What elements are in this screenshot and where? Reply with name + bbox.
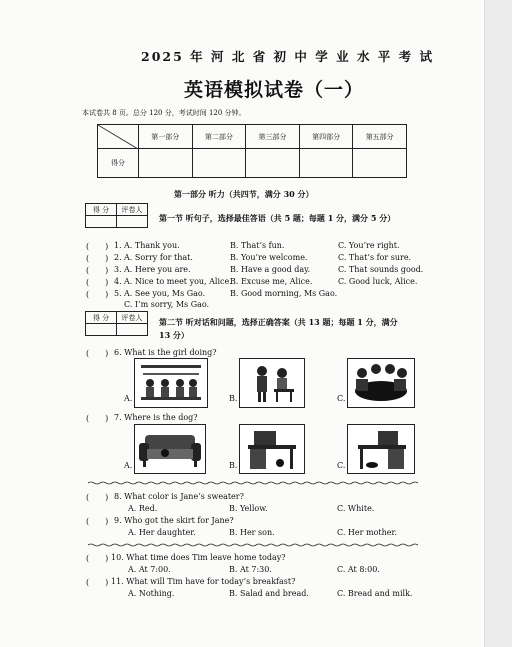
q11-option-c: C. Bread and milk. xyxy=(337,589,413,598)
q2-option-a: A. Sorry for that. xyxy=(124,253,193,262)
q6-paren[interactable]: ( ) xyxy=(86,349,109,358)
q1-number: 1. xyxy=(114,241,122,250)
q5-option-c: C. I’m sorry, Ms Gao. xyxy=(124,300,210,309)
q6-picture-b[interactable] xyxy=(239,358,305,408)
exam-note: 本试卷共 8 页。总分 120 分，考试时间 120 分钟。 xyxy=(82,109,246,117)
q5-option-a: A. See you, Ms Gao. xyxy=(124,289,206,298)
q10-option-c: C. At 8:00. xyxy=(337,565,380,574)
q3-option-c: C. That sounds good. xyxy=(338,265,424,274)
q6-picture-c[interactable] xyxy=(347,358,415,408)
section-divider xyxy=(88,481,418,485)
grader-box-grader-label: 评卷人 xyxy=(117,312,148,324)
q10-option-a: A. At 7:00. xyxy=(128,565,171,574)
q11-option-b: B. Salad and bread. xyxy=(229,589,309,598)
q2-paren[interactable]: ( ) xyxy=(86,254,109,263)
q8-question: 8. What color is Jane’s sweater? xyxy=(114,492,244,501)
q8-paren[interactable]: ( ) xyxy=(86,493,109,502)
q4-option-a: A. Nice to meet you, Alice. xyxy=(124,277,232,286)
q1-option-c: C. You’re right. xyxy=(338,241,400,250)
part1-title: 第一部分 听力（共四节，满分 30 分） xyxy=(174,189,314,199)
q4-option-c: C. Good luck, Alice. xyxy=(338,277,418,286)
classroom-picture xyxy=(135,359,207,407)
q9-paren[interactable]: ( ) xyxy=(86,517,109,526)
score-cell-part4[interactable] xyxy=(299,149,353,178)
q9-option-c: C. Her mother. xyxy=(337,528,397,537)
grader-box-score-label: 得 分 xyxy=(86,204,117,216)
q5-number: 5. xyxy=(114,289,122,298)
group-meal-picture xyxy=(348,359,414,407)
desk-picture xyxy=(240,425,304,473)
score-cell-part1[interactable] xyxy=(139,149,193,178)
grader-box-score-cell[interactable] xyxy=(86,216,117,228)
q7-paren[interactable]: ( ) xyxy=(86,414,109,423)
q8-option-a: A. Red. xyxy=(128,504,158,513)
section-divider xyxy=(88,543,418,547)
people-chatting-picture xyxy=(240,359,304,407)
q1-option-b: B. That’s fun. xyxy=(230,241,285,250)
score-header-part3: 第三部分 xyxy=(246,125,300,149)
q2-option-c: C. That’s for sure. xyxy=(338,253,412,262)
score-table-corner xyxy=(98,125,139,149)
q2-number: 2. xyxy=(114,253,122,262)
section2-title-line1: 第二节 听对话和问题，选择正确答案（共 13 题；每题 1 分，满分 xyxy=(159,317,398,327)
score-cell-part2[interactable] xyxy=(192,149,246,178)
q6-label-b: B. xyxy=(229,394,238,403)
q2-option-b: B. You’re welcome. xyxy=(230,253,308,262)
score-cell-part3[interactable] xyxy=(246,149,300,178)
q7-picture-c[interactable] xyxy=(347,424,415,474)
q6-label-c: C. xyxy=(337,394,346,403)
q11-question: 11. What will Tim have for today’s breakfast? xyxy=(111,577,296,586)
score-header-part5: 第五部分 xyxy=(353,125,407,149)
q5-paren[interactable]: ( ) xyxy=(86,290,109,299)
q1-paren[interactable]: ( ) xyxy=(86,242,109,251)
score-table xyxy=(97,124,407,178)
grader-box-2 xyxy=(85,311,148,336)
paper-title: 英语模拟试卷（一） xyxy=(184,79,365,101)
q1-option-a: A. Thank you. xyxy=(124,241,180,250)
q10-question: 10. What time does Tim leave home today? xyxy=(111,553,286,562)
q7-question: 7. Where is the dog? xyxy=(114,413,198,422)
grader-box-grader-label: 评卷人 xyxy=(117,204,148,216)
sofa-picture xyxy=(135,425,205,473)
desk-with-dog-picture xyxy=(348,425,414,473)
q7-picture-a[interactable] xyxy=(134,424,206,474)
q4-option-b: B. Excuse me, Alice. xyxy=(230,277,313,286)
q5-option-b: B. Good morning, Ms Gao. xyxy=(230,289,338,298)
section2-title-line2: 13 分） xyxy=(159,330,189,340)
exam-title: 2025 年 河 北 省 初 中 学 业 水 平 考 试 xyxy=(141,49,435,64)
q8-option-b: B. Yellow. xyxy=(229,504,268,513)
q10-option-b: B. At 7:30. xyxy=(229,565,272,574)
score-header-part4: 第四部分 xyxy=(299,125,353,149)
score-header-part1: 第一部分 xyxy=(139,125,193,149)
q7-label-b: B. xyxy=(229,461,238,470)
q11-option-a: A. Nothing. xyxy=(128,589,175,598)
q6-label-a: A. xyxy=(124,394,133,403)
q3-number: 3. xyxy=(114,265,122,274)
q3-option-b: B. Have a good day. xyxy=(230,265,311,274)
q9-question: 9. Who got the skirt for Jane? xyxy=(114,516,234,525)
q4-number: 4. xyxy=(114,277,122,286)
q7-picture-b[interactable] xyxy=(239,424,305,474)
score-cell-part5[interactable] xyxy=(353,149,407,178)
q4-paren[interactable]: ( ) xyxy=(86,278,109,287)
q8-option-c: C. White. xyxy=(337,504,375,513)
score-row-label: 得分 xyxy=(98,149,139,178)
grader-box-1 xyxy=(85,203,148,228)
q3-paren[interactable]: ( ) xyxy=(86,266,109,275)
diagonal-line xyxy=(98,125,138,149)
q7-label-a: A. xyxy=(124,461,133,470)
q3-option-a: A. Here you are. xyxy=(124,265,191,274)
section1-title: 第一节 听句子，选择最佳答语（共 5 题；每题 1 分，满分 5 分） xyxy=(159,213,396,223)
q9-option-a: A. Her daughter. xyxy=(128,528,196,537)
q10-paren[interactable]: ( ) xyxy=(86,554,109,563)
q11-paren[interactable]: ( ) xyxy=(86,578,109,587)
score-header-part2: 第二部分 xyxy=(192,125,246,149)
grader-box-score-cell[interactable] xyxy=(86,324,117,336)
q7-label-c: C. xyxy=(337,461,346,470)
q6-question: 6. What is the girl doing? xyxy=(114,348,217,357)
q6-picture-a[interactable] xyxy=(134,358,208,408)
q9-option-b: B. Her son. xyxy=(229,528,275,537)
grader-box-score-label: 得 分 xyxy=(86,312,117,324)
grader-box-grader-cell[interactable] xyxy=(117,324,148,336)
vertical-scrollbar[interactable] xyxy=(484,0,512,647)
grader-box-grader-cell[interactable] xyxy=(117,216,148,228)
